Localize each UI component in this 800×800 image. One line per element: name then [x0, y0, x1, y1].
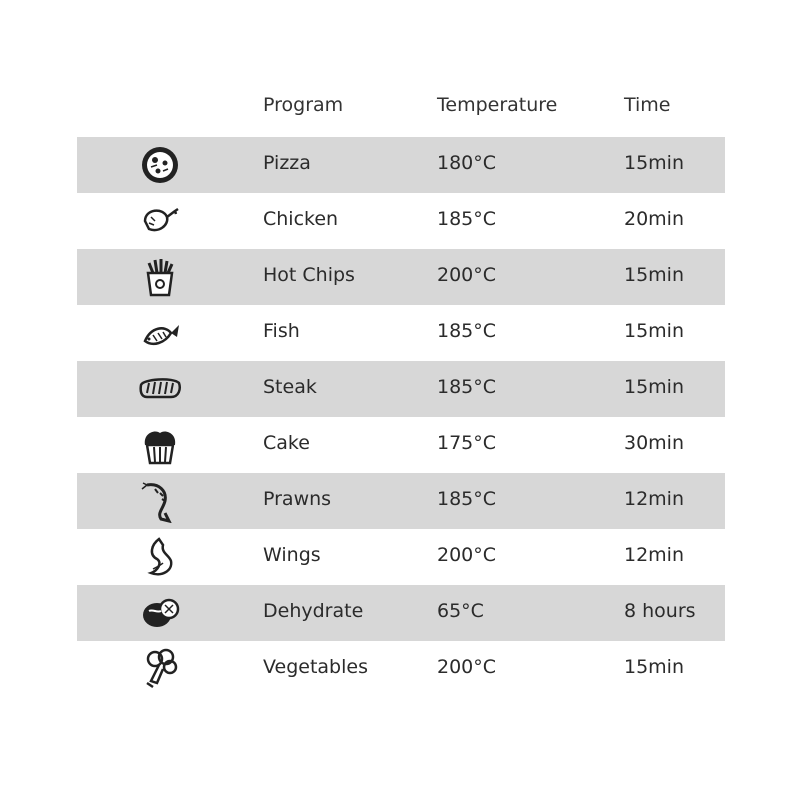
program-time: 12min [624, 488, 685, 510]
prawns-icon [137, 479, 183, 523]
header-program: Program [263, 94, 344, 116]
program-temperature: 175°C [437, 432, 497, 454]
program-name: Hot Chips [263, 264, 355, 286]
program-time: 15min [624, 320, 685, 342]
program-temperature: 185°C [437, 208, 497, 230]
chicken-icon [137, 199, 183, 243]
program-time: 15min [624, 152, 685, 174]
program-name: Cake [263, 432, 310, 454]
program-table [77, 137, 725, 697]
program-time: 12min [624, 544, 685, 566]
vegetables-icon [137, 647, 183, 691]
program-name: Wings [263, 544, 321, 566]
program-time: 15min [624, 656, 685, 678]
program-temperature: 185°C [437, 488, 497, 510]
steak-icon [137, 367, 183, 411]
table-row [77, 137, 725, 193]
program-name: Vegetables [263, 656, 368, 678]
table-row [77, 585, 725, 641]
program-temperature: 185°C [437, 376, 497, 398]
wings-icon [137, 535, 183, 579]
table-row [77, 529, 725, 585]
table-row [77, 305, 725, 361]
table-row [77, 417, 725, 473]
table-row [77, 361, 725, 417]
table-row [77, 249, 725, 305]
program-temperature: 180°C [437, 152, 497, 174]
dehydrate-icon [137, 591, 183, 635]
hot-chips-icon [137, 255, 183, 299]
program-time: 15min [624, 264, 685, 286]
program-name: Pizza [263, 152, 311, 174]
program-temperature: 200°C [437, 656, 497, 678]
header-time: Time [624, 94, 671, 116]
header-temperature: Temperature [437, 94, 558, 116]
program-time: 8 hours [624, 600, 696, 622]
program-temperature: 65°C [437, 600, 484, 622]
fish-icon [137, 311, 183, 355]
table-header [0, 94, 800, 124]
program-name: Fish [263, 320, 300, 342]
program-temperature: 200°C [437, 264, 497, 286]
program-temperature: 185°C [437, 320, 497, 342]
table-row [77, 193, 725, 249]
program-time: 20min [624, 208, 685, 230]
cake-icon [137, 423, 183, 467]
table-row [77, 473, 725, 529]
program-time: 15min [624, 376, 685, 398]
program-temperature: 200°C [437, 544, 497, 566]
program-name: Prawns [263, 488, 332, 510]
program-name: Steak [263, 376, 317, 398]
program-time: 30min [624, 432, 685, 454]
program-name: Dehydrate [263, 600, 364, 622]
table-row [77, 641, 725, 697]
program-name: Chicken [263, 208, 339, 230]
pizza-icon [137, 143, 183, 187]
